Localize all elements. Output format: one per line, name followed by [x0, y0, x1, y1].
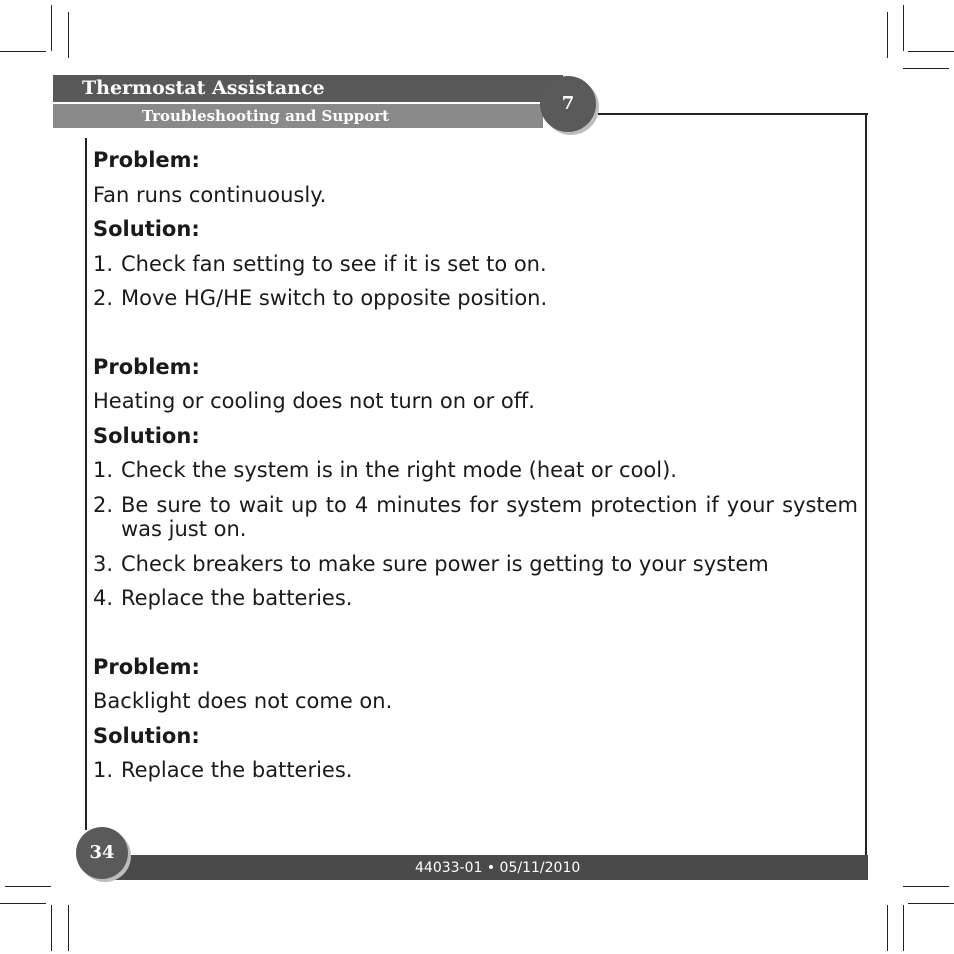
page-number-badge: 34 [76, 827, 128, 879]
troubleshooting-content [93, 143, 858, 788]
crop-mark [0, 51, 46, 52]
crop-mark [0, 903, 46, 904]
crop-mark [903, 905, 904, 951]
solution-step [93, 753, 858, 788]
step-text: Check the system is in the right mode (heat or cool). [121, 458, 677, 482]
crop-mark [887, 905, 888, 951]
step-text: Replace the batteries. [121, 758, 353, 782]
step-number: 1. [93, 251, 114, 276]
solution-step [93, 581, 858, 616]
step-number: 2. [93, 492, 114, 517]
solution-step [93, 547, 858, 582]
step-number: 4. [93, 586, 114, 610]
step-text: Check breakers to make sure power is getting to your system [121, 551, 769, 576]
solution-label: Solution: [93, 217, 200, 241]
solution-step [93, 281, 858, 316]
problem-text: Fan runs continuously. [93, 182, 327, 207]
step-text: Replace the batteries. [121, 586, 353, 610]
crop-mark [68, 12, 69, 58]
frame-right-rule [865, 113, 867, 857]
crop-mark [68, 905, 69, 951]
step-text: Be sure to wait up to 4 minutes for system protection if your system [121, 492, 858, 517]
step-text: Check fan setting to see if it is set to on. [121, 251, 547, 276]
step-text: Move HG/HE switch to opposite position. [121, 286, 548, 310]
problem-text: Backlight does not come on. [93, 689, 393, 713]
step-text-continued: was just on. [121, 516, 247, 541]
crop-mark [903, 886, 949, 887]
solution-label: Solution: [93, 723, 200, 748]
crop-mark [51, 905, 52, 951]
crop-mark [5, 886, 51, 887]
crop-mark [908, 903, 954, 904]
crop-mark [887, 12, 888, 58]
document-id: 44033-01 • 05/11/2010 [415, 860, 581, 876]
step-number: 2. [93, 286, 114, 310]
step-number: 3. [93, 551, 114, 576]
solution-step [93, 247, 858, 282]
page-subtitle: Troubleshooting and Support [142, 107, 390, 125]
crop-mark [908, 51, 954, 52]
frame-top-rule [598, 113, 868, 115]
problem-text: Heating or cooling does not turn on or off. [93, 389, 535, 413]
solution-step [93, 488, 858, 547]
step-number: 1. [93, 458, 114, 482]
solution-label: Solution: [93, 423, 200, 448]
problem-label: Problem: [93, 148, 200, 172]
problem-label: Problem: [93, 354, 200, 379]
frame-left-rule [85, 138, 87, 830]
chapter-badge: 7 [540, 76, 596, 132]
solution-step [93, 453, 858, 488]
page-title: Thermostat Assistance [82, 77, 325, 99]
step-number: 1. [93, 758, 114, 782]
crop-mark [903, 68, 949, 69]
crop-mark [903, 5, 904, 51]
problem-label: Problem: [93, 654, 200, 679]
crop-mark [51, 5, 52, 51]
